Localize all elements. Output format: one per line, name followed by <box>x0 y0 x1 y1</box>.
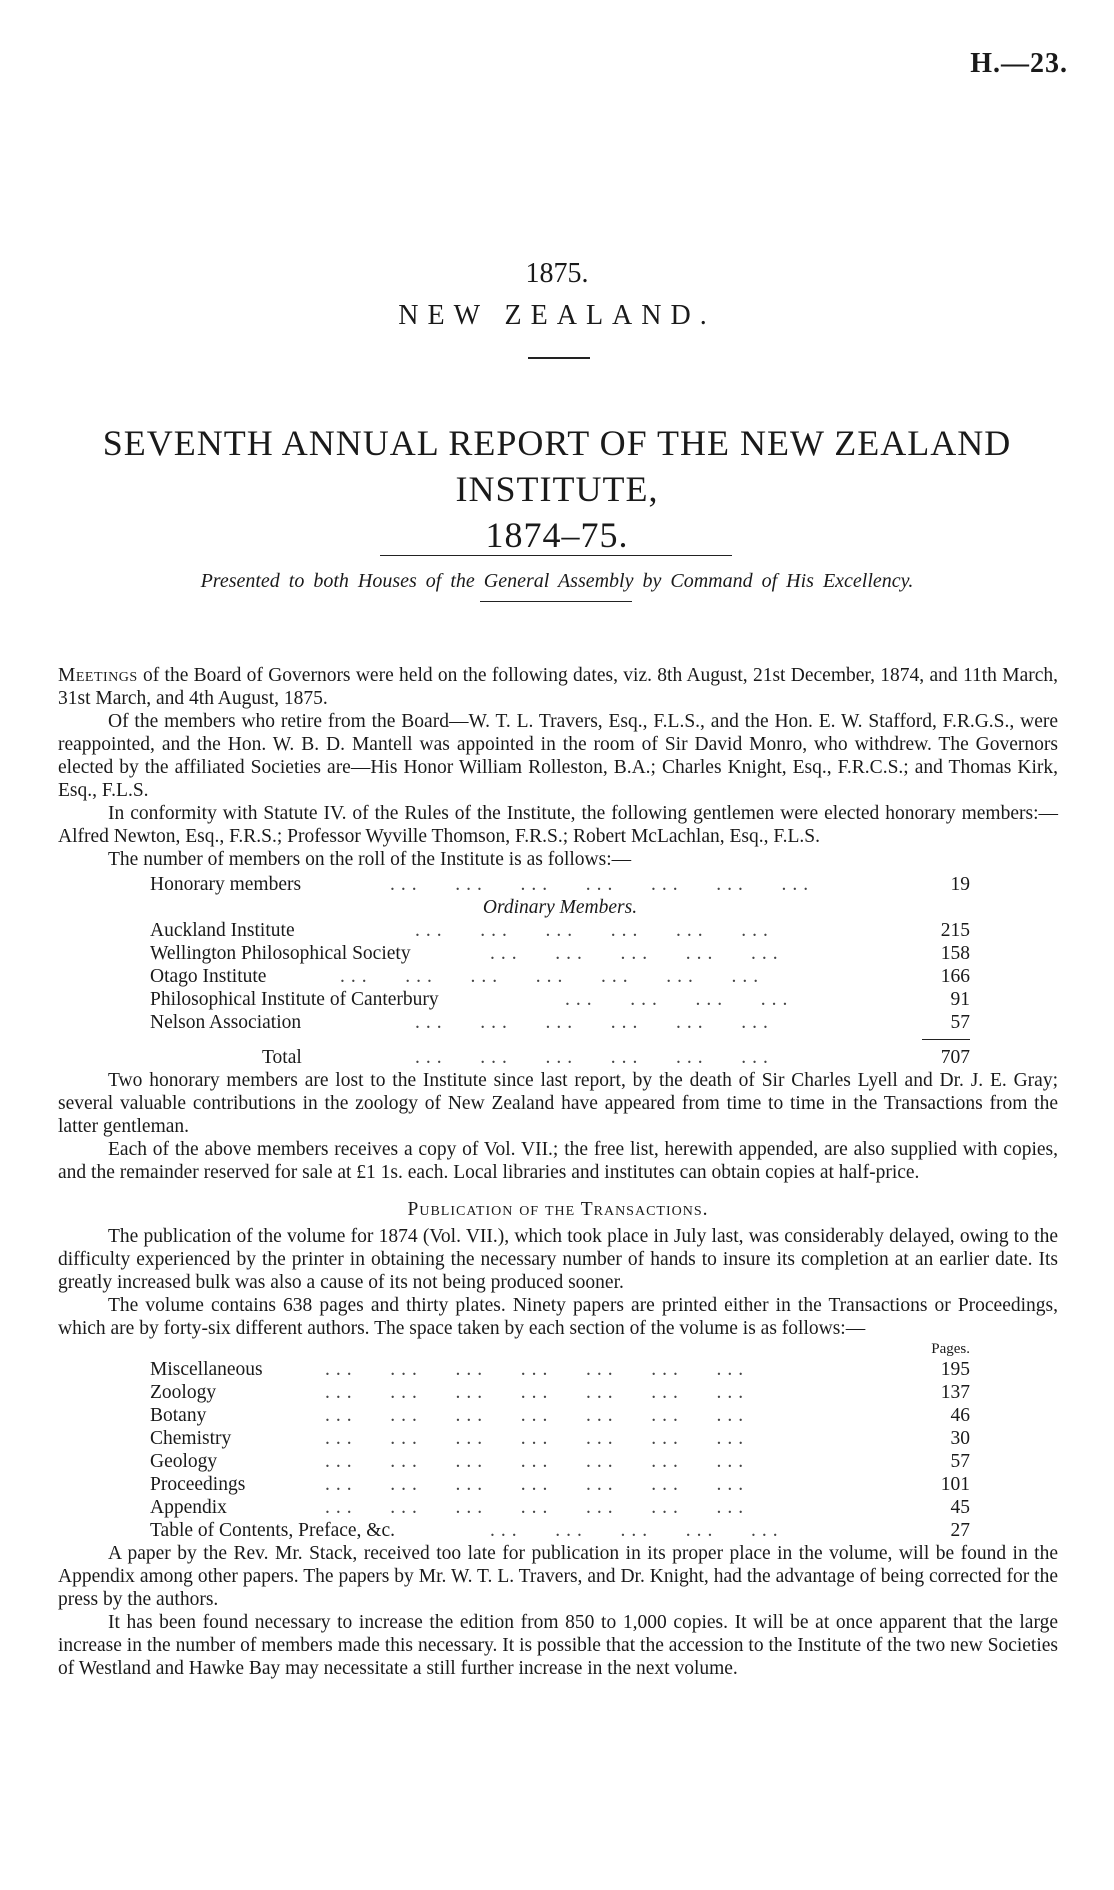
row-value: 19 <box>950 874 970 895</box>
paragraph-lead: Meetings <box>58 665 138 686</box>
row-label: Appendix <box>150 1497 227 1518</box>
row-label: Nelson Association <box>150 1012 302 1033</box>
table-row: Zoology ... ... ... ... ... ... ... 137 <box>150 1382 970 1403</box>
section-heading: Publication of the Transactions. <box>407 1199 709 1220</box>
table-row: Otago Institute ... ... ... ... ... ... ... 166 <box>150 966 970 987</box>
total-rule <box>922 1039 970 1040</box>
pages-column-header: Pages. <box>931 1341 970 1357</box>
report-title-line2: 1874–75. <box>485 515 629 555</box>
paragraph-text: of the Board of Governors were held on the following dates, viz. 8th August, 21st December, 1874, and 11th March, 31st March, and 4th August, 1875. <box>58 665 1058 709</box>
presented-line: Presented to both Houses of the General Assembly by Command of His Excellency. <box>200 570 914 592</box>
row-value: 46 <box>950 1405 970 1426</box>
row-label: Botany <box>150 1405 207 1426</box>
table-row: Proceedings ... ... ... ... ... ... ... 101 <box>150 1474 970 1495</box>
members-table <box>150 873 970 1069</box>
row-value: 215 <box>940 920 970 941</box>
table-row: Table of Contents, Preface, &c. ... ... ... ... ... 27 <box>150 1520 970 1541</box>
row-label: Total <box>262 1047 302 1068</box>
row-value: 158 <box>940 943 970 964</box>
row-label: Philosophical Institute of Canterbury <box>150 989 439 1010</box>
table-row: Miscellaneous ... ... ... ... ... ... ... 195 <box>150 1359 970 1380</box>
ordinary-members-heading: Ordinary Members. <box>482 897 638 918</box>
row-label: Geology <box>150 1451 218 1472</box>
table-row: Appendix ... ... ... ... ... ... ... 45 <box>150 1497 970 1518</box>
table-row: Wellington Philosophical Society ... ... ... ... ... 158 <box>150 943 970 964</box>
paragraph-meetings <box>58 664 1058 710</box>
table-row: Chemistry ... ... ... ... ... ... ... 30 <box>150 1428 970 1449</box>
row-value: 57 <box>950 1012 970 1033</box>
row-value: 707 <box>940 1047 970 1068</box>
paragraph-volume: The volume contains 638 pages and thirty plates. Ninety papers are printed either in the Transactions or Proceedings, which are by forty-six different authors. The space taken by each section of the volume is as follows:— <box>58 1295 1058 1339</box>
paragraph-publication: The publication of the volume for 1874 (Vol. VII.), which took place in July last, was considerably delayed, owing to the difficulty experienced by the printer in obtaining the necessary number of hands to insure its completion at an earlier date. Its greatly increased bulk was also a cause of its not being produced sooner. <box>58 1226 1058 1293</box>
report-title <box>0 420 1114 558</box>
row-value: 195 <box>940 1359 970 1380</box>
paragraph-copies: Each of the above members receives a copy of Vol. VII.; the free list, herewith appended, are also supplied with copies, and the remainder reserved for sale at £1 1s. each. Local libraries and institutes can obtain copies at half-price. <box>58 1139 1058 1183</box>
table-row: Geology ... ... ... ... ... ... ... 57 <box>150 1451 970 1472</box>
paragraph-honorary: In conformity with Statute IV. of the Rules of the Institute, the following gentlemen were elected honorary members:—Alfred Newton, Esq., F.R.S.; Professor Wyville Thomson, F.R.S.; Robert McLachlan, Esq., F.L.S. <box>58 803 1058 847</box>
row-label: Zoology <box>150 1382 217 1403</box>
row-value: 91 <box>950 989 970 1010</box>
row-label: Wellington Philosophical Society <box>150 943 411 964</box>
row-label: Chemistry <box>150 1428 232 1449</box>
report-title-line1: SEVENTH ANNUAL REPORT OF THE NEW ZEALAND INSTITUTE, <box>102 423 1012 509</box>
table-row: Philosophical Institute of Canterbury ... ... ... ... 91 <box>150 989 970 1010</box>
country-heading: NEW ZEALAND. <box>398 300 716 331</box>
row-label: Proceedings <box>150 1474 246 1495</box>
divider <box>480 601 632 602</box>
paragraph-roll: The number of members on the roll of the Institute is as follows:— <box>108 849 632 870</box>
row-value: 101 <box>940 1474 970 1495</box>
table-row: Honorary members ... ... ... ... ... ... ... 19 <box>150 874 970 895</box>
report-body <box>58 664 1058 1680</box>
row-value: 137 <box>940 1382 970 1403</box>
table-row: Botany ... ... ... ... ... ... ... 46 <box>150 1405 970 1426</box>
row-label: Miscellaneous <box>150 1359 263 1380</box>
divider <box>528 357 590 359</box>
row-value: 30 <box>950 1428 970 1449</box>
row-value: 27 <box>950 1520 970 1541</box>
total-row: Total ... ... ... ... ... ... 707 <box>262 1047 970 1068</box>
paragraph-stack: A paper by the Rev. Mr. Stack, received too late for publication in its proper place in the volume, will be found in the Appendix among other papers. The papers by Mr. W. T. L. Travers, and Dr. Knight, had the advantage of being corrected for the press by the authors. <box>58 1543 1058 1610</box>
sections-table <box>150 1340 970 1542</box>
paragraph-edition: It has been found necessary to increase the edition from 850 to 1,000 copies. It will be at once apparent that the large increase in the number of members made this necessary. It is possible that the accession to the Institute of the two new Societies of Westland and Hawke Bay may necessitate a still further increase in the next volume. <box>58 1612 1058 1679</box>
row-value: 166 <box>940 966 970 987</box>
table-row: Auckland Institute ... ... ... ... ... ... 215 <box>150 920 970 941</box>
row-label: Honorary members <box>150 874 302 895</box>
row-value: 57 <box>950 1451 970 1472</box>
row-label: Table of Contents, Preface, &c. <box>150 1520 396 1541</box>
paragraph-board: Of the members who retire from the Board—W. T. L. Travers, Esq., F.L.S., and the Hon. E. W. Stafford, F.R.G.S., were reappointed, and the Hon. W. B. D. Mantell was appointed in the room of Sir David Monro, who withdrew. The Governors elected by the affiliated Societies are—His Honor William Rolleston, B.A.; Charles Knight, Esq., F.R.C.S.; and Thomas Kirk, Esq., F.L.S. <box>58 711 1058 801</box>
document-reference: H.—23. <box>970 48 1068 79</box>
table-row: Nelson Association ... ... ... ... ... ... 57 <box>150 1012 970 1033</box>
divider <box>380 555 732 556</box>
row-value: 45 <box>950 1497 970 1518</box>
paragraph-losses: Two honorary members are lost to the Institute since last report, by the death of Sir Charles Lyell and Dr. J. E. Gray; several valuable contributions in the zoology of New Zealand have appeared from time to time in the Transactions from the latter gentleman. <box>58 1070 1058 1137</box>
row-label: Otago Institute <box>150 966 267 987</box>
row-label: Auckland Institute <box>150 920 295 941</box>
document-year: 1875. <box>525 258 589 289</box>
